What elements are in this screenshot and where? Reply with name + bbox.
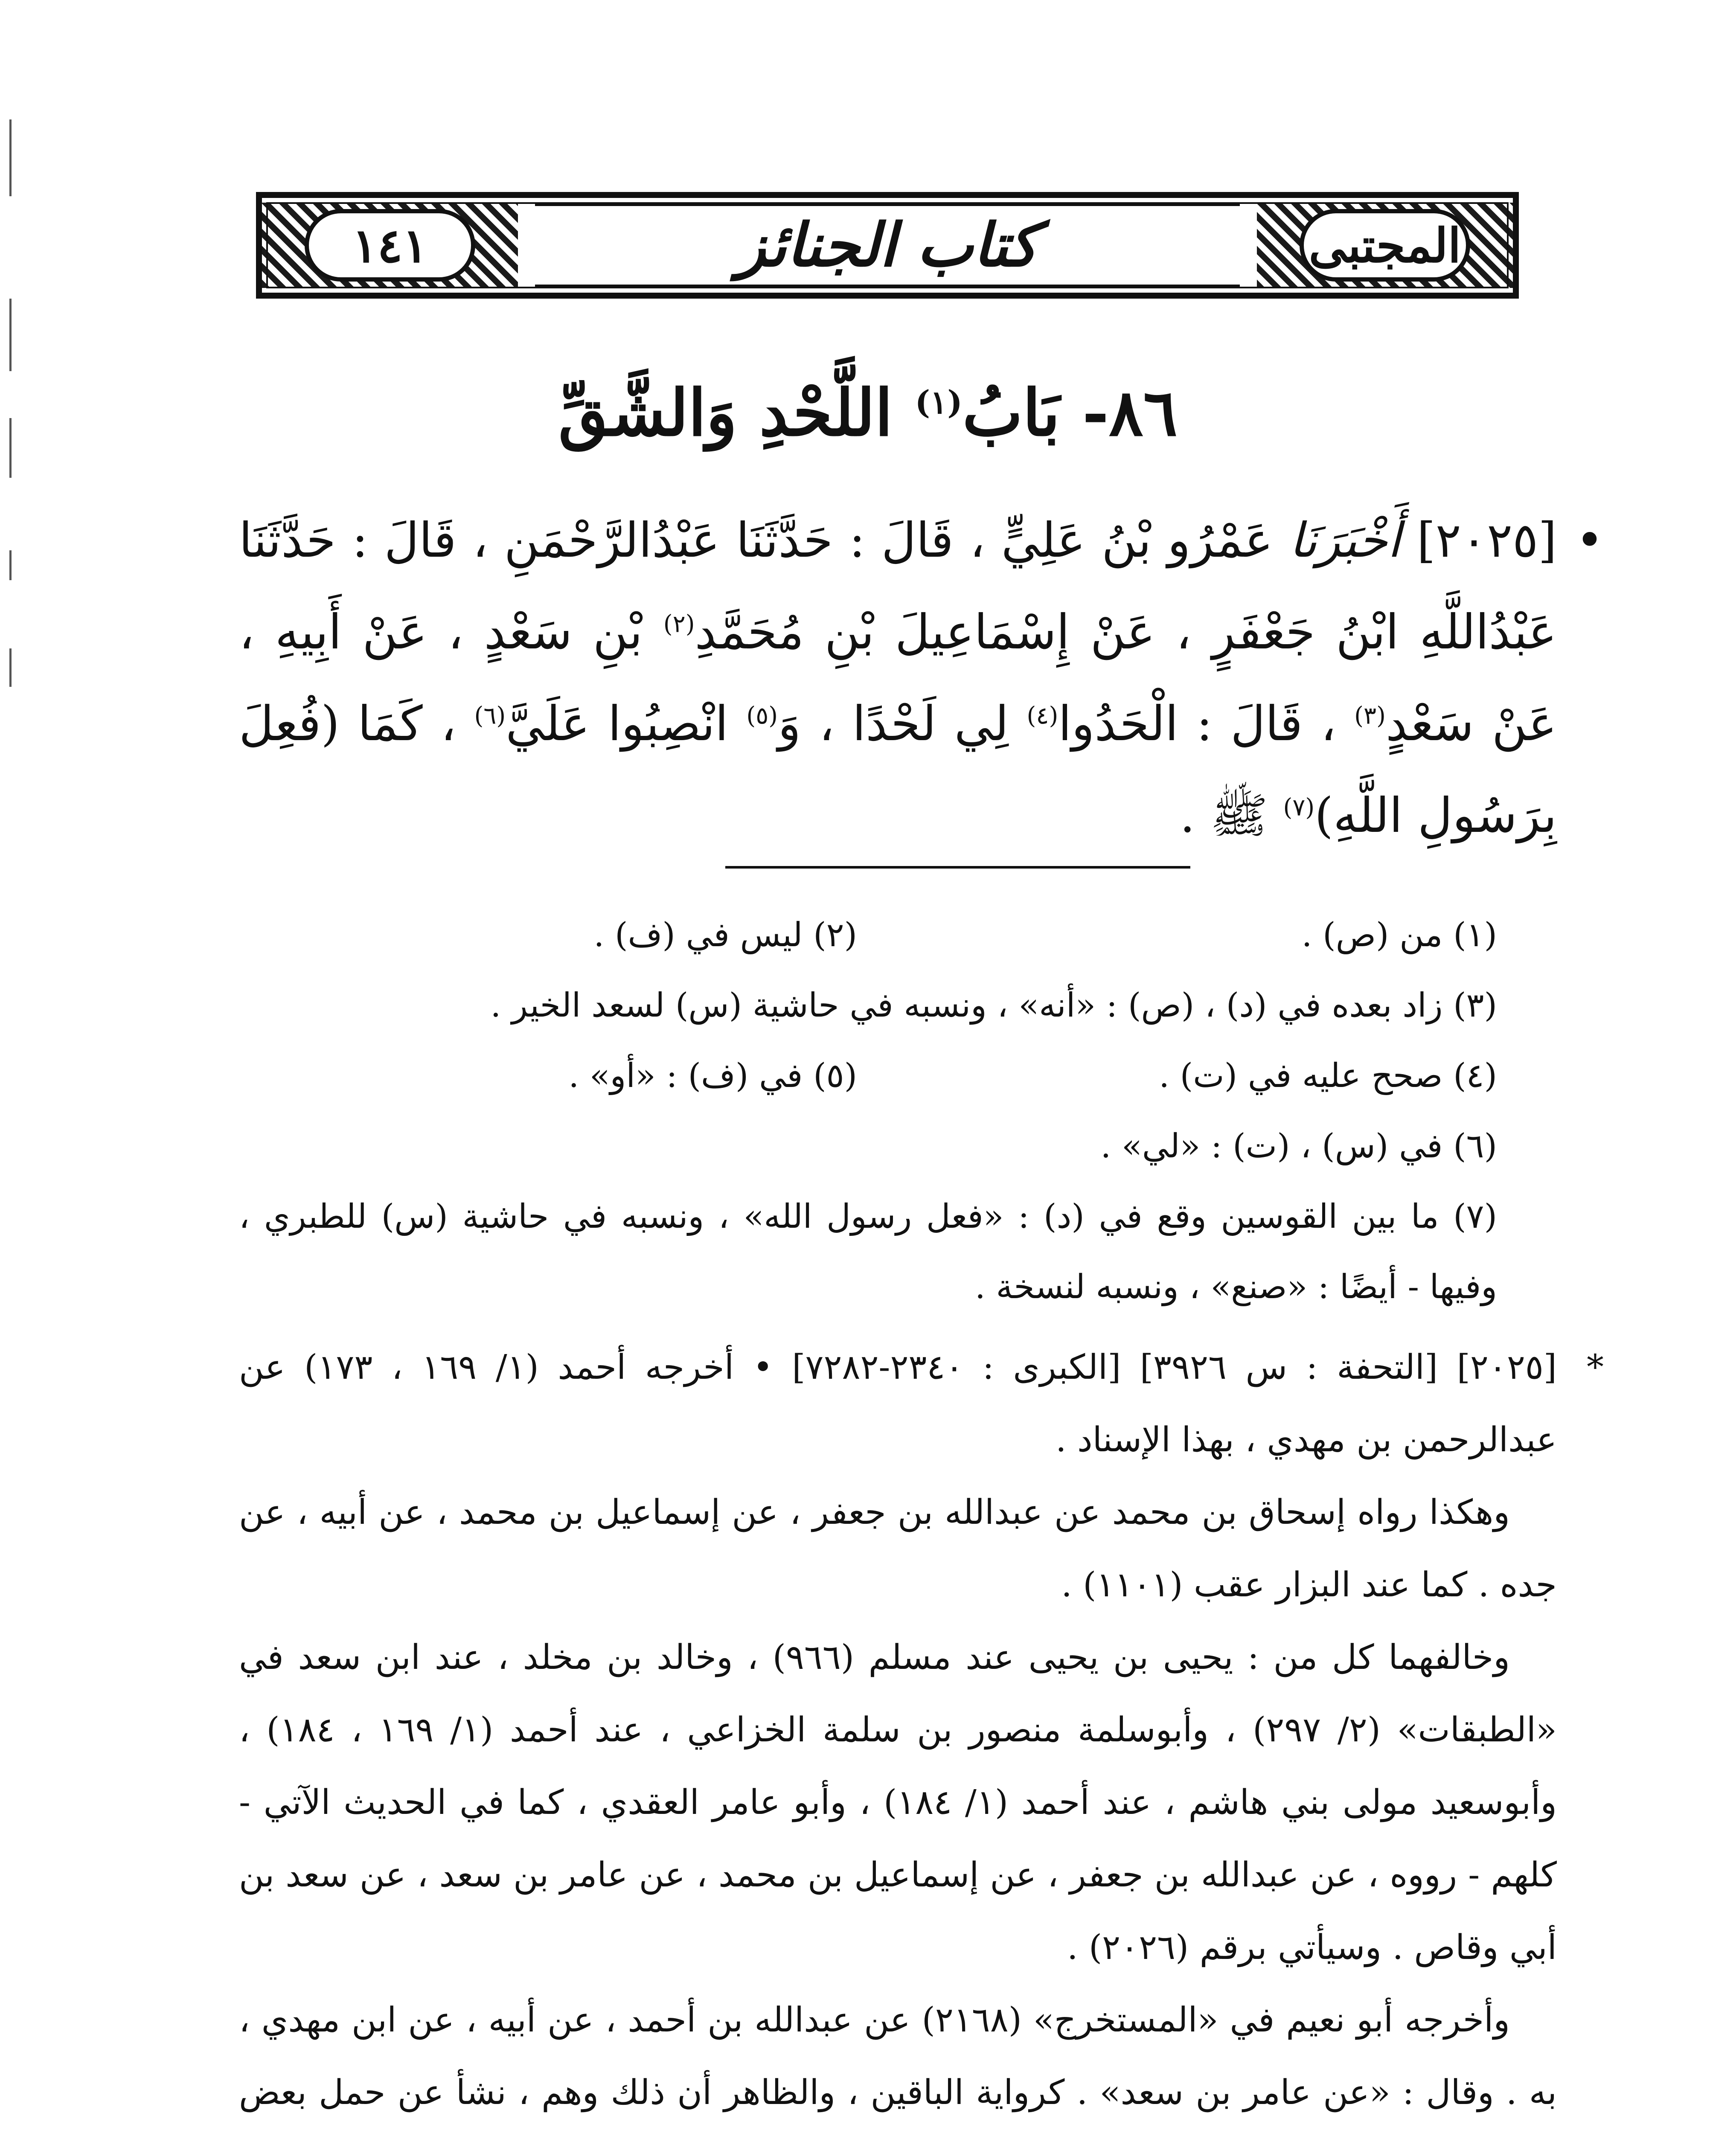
footnote-1: (١) من (ص) .: [1301, 916, 1497, 954]
scan-margin-line: [9, 648, 12, 687]
footnote-separator: [725, 866, 1190, 869]
hadith-segment: بْنِ سَعْدٍ ، عَنْ أَبِيهِ ، عَنْ سَعْدٍ: [239, 604, 1557, 752]
page-number: ١٤١: [305, 209, 475, 282]
narration-word: أَخْبَرَنَا: [1289, 513, 1401, 568]
hadith-segment: ﷺ .: [1180, 788, 1268, 843]
footnote-marker: (٤): [1026, 702, 1058, 730]
footnote-marker: (٦): [474, 702, 506, 730]
footnote-5: (٥) في (ف) : «أو» .: [568, 1057, 857, 1095]
footnote-4: (٤) صحح عليه في (ت) .: [1159, 1057, 1497, 1095]
book-name: المجتبى: [1300, 209, 1470, 282]
takhrij-paragraph: وأخرجه أبو نعيم في «المستخرج» (٢١٦٨) عن عبدالله بن أحمد ، عن أبيه ، عن ابن مهدي ، به . وقال : «عن عامر بن سعد» . كرواية الباقين ، والظاهر أن ذلك وهم ، نشأ عن حمل بعض: [239, 2000, 1557, 2112]
scan-margin-line: [9, 299, 12, 371]
page-header: [256, 192, 1519, 299]
footnote-2: (٢) ليس في (ف) .: [593, 916, 857, 954]
footnotes: [239, 900, 1497, 1322]
hadith-number: [٢٠٢٥]: [1416, 513, 1557, 568]
hadith-segment: لِي لَحْدًا ، وَ: [778, 696, 1009, 752]
page-number-cartouche: [262, 203, 518, 288]
footnote-row: [239, 1041, 1497, 1111]
hadith-segment: ، كَمَا (فُعِلَ بِرَسُولِ اللَّهِ): [239, 696, 1557, 843]
footnote-marker: (٣): [1354, 702, 1386, 730]
hadith-segment: ، قَالَ : الْحَدُوا: [1058, 696, 1336, 752]
footnote-row: [239, 900, 1497, 971]
bullet-icon: •: [1575, 513, 1604, 568]
hadith-text: [239, 495, 1604, 862]
scan-margin-line: [9, 550, 12, 580]
hadith-segment: انْصِبُوا عَلَيَّ: [506, 696, 729, 752]
chapter-number: ٨٦-: [1082, 375, 1178, 450]
footnote-marker: (١): [915, 384, 963, 421]
footnote-marker: (٢): [663, 610, 695, 638]
hadith-segment: عَمْرُو بْنُ عَلِيٍّ ، قَالَ : حَدَّثَنَا عَبْدُالرَّحْمَنِ ، قَالَ : حَدَّثَنَا عَبْدُاللَّهِ ابْنُ جَعْفَرٍ ، عَنْ إِسْمَاعِيلَ بْنِ مُحَمَّدِ: [239, 513, 1557, 660]
footnote-7: (٧) ما بين القوسين وقع في (د) : «فعل رسول الله» ، ونسبه في حاشية (س) للطبري ، وفيها - أيضًا : «صنع» ، ونسبه لنسخة .: [239, 1197, 1497, 1306]
chapter-title: [0, 375, 1736, 450]
takhrij-section: [239, 1331, 1604, 2133]
takhrij-paragraph: وهكذا رواه إسحاق بن محمد عن عبدالله بن جعفر ، عن إسماعيل بن محمد ، عن أبيه ، عن جده . كما عند البزار عقب (١١٠١) .: [239, 1492, 1557, 1604]
chapter-word: بَابُ: [962, 375, 1060, 450]
footnote-6: (٦) في (س) ، (ت) : «لي» .: [1100, 1127, 1497, 1165]
chapter-subject: اللَّحْدِ وَالشَّقِّ: [558, 375, 893, 450]
book-name-cartouche: [1257, 203, 1513, 288]
star-icon: *: [1587, 1347, 1604, 1387]
footnote-3: (٣) زاد بعده في (د) ، (ص) : «أنه» ، ونسبه في حاشية (س) لسعد الخير .: [490, 986, 1497, 1025]
footnote-marker: (٧): [1283, 793, 1315, 822]
footnote-marker: (٥): [746, 702, 778, 730]
takhrij-paragraph: [٢٠٢٥] [التحفة : س ٣٩٢٦] [الكبرى : ٢٣٤٠-٧٢٨٢] • أخرجه أحمد (١/ ١٦٩ ، ١٧٣) عن عبدالرحمن بن مهدي ، بهذا الإسناد .: [239, 1347, 1557, 1459]
scan-margin-line: [9, 119, 12, 196]
book-section-title: كتاب الجنائز: [535, 204, 1240, 287]
takhrij-paragraph: وخالفهما كل من : يحيى بن يحيى عند مسلم (٩٦٦) ، وخالد بن مخلد ، عند ابن سعد في «الطبقات» (٢/ ٢٩٧) ، وأبوسلمة منصور بن سلمة الخزاعي ، عند أحمد (١/ ١٦٩ ، ١٨٤) ، وأبوسعيد مولى بني هاشم ، عند أحمد (١/ ١٨٤) ، وأبو عامر العقدي ، كما في الحديث الآتي - كلهم - رووه ، عن عبدالله بن جعفر ، عن إسماعيل بن محمد ، عن عامر بن سعد ، عن سعد بن أبي وقاص . وسيأتي برقم (٢٠٢٦) .: [239, 1637, 1557, 1967]
